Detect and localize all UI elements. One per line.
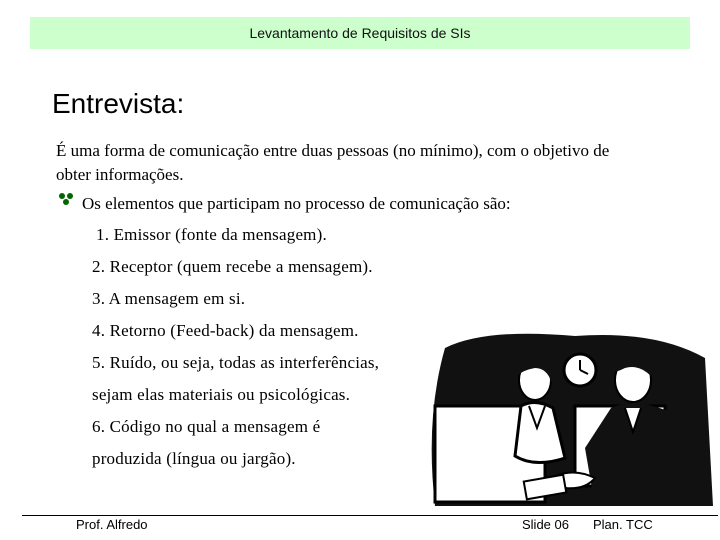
- bullet-line: [56, 192, 511, 216]
- header-bar: [30, 17, 690, 49]
- list-item: 6. Código no qual a mensagem é: [92, 417, 321, 436]
- intro-paragraph: É uma forma de comunicação entre duas pessoas (no mínimo), com o objetivo de obter informações.: [56, 141, 610, 184]
- slide-title: Entrevista:: [52, 88, 185, 119]
- list-item: sejam elas materiais ou psicológicas.: [92, 385, 351, 404]
- diamond-dots-icon: [56, 194, 80, 214]
- footer-author: Prof. Alfredo: [76, 517, 148, 532]
- list-item: 1. Emissor (fonte da mensagem).: [96, 225, 327, 244]
- header-title: Levantamento de Requisitos de SIs: [249, 25, 471, 41]
- footer-slide-number: Slide 06: [522, 517, 569, 532]
- list-item: 3. A mensagem em si.: [92, 289, 246, 308]
- list-item: 5. Ruído, ou seja, todas as interferências,: [92, 353, 380, 372]
- bullet-text: Os elementos que participam no processo de comunicação são:: [82, 194, 511, 213]
- footer-divider: [22, 515, 718, 516]
- list-item: 2. Receptor (quem recebe a mensagem).: [92, 257, 373, 276]
- list-item: produzida (língua ou jargão).: [92, 449, 296, 468]
- footer-course: Plan. TCC: [593, 517, 653, 532]
- list-item: 4. Retorno (Feed-back) da mensagem.: [92, 321, 359, 340]
- communication-clipart: [425, 328, 715, 506]
